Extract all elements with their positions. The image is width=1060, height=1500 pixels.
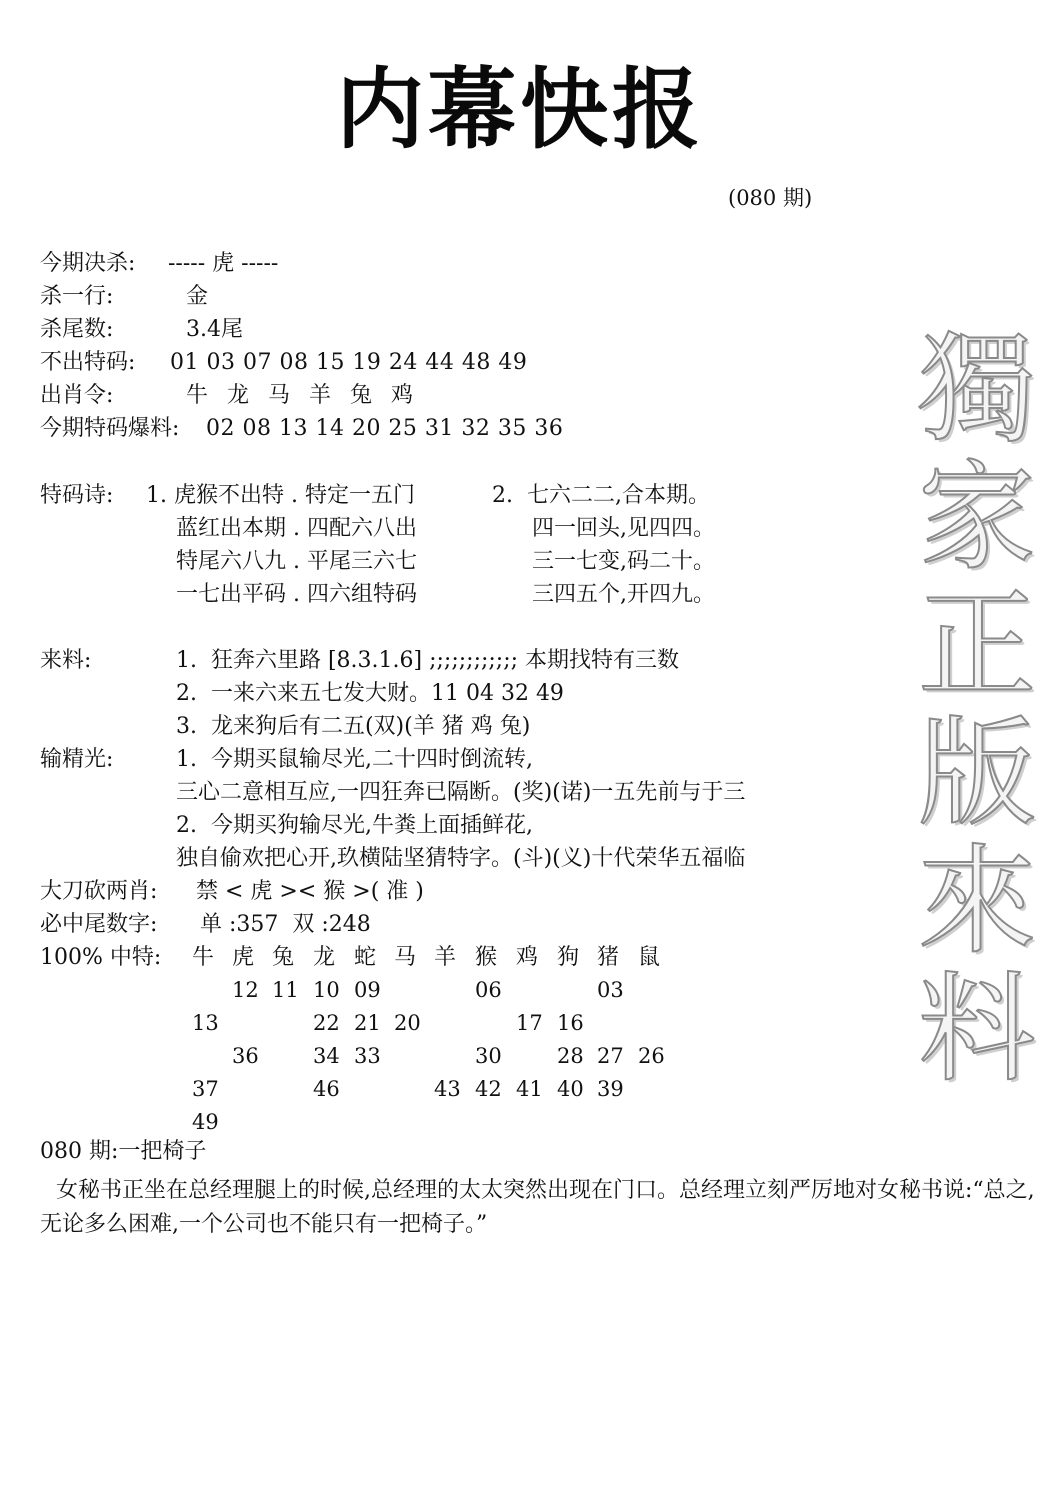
zodiac-number: 49 [192, 1110, 219, 1134]
kill-tail-value: 3.4尾 [186, 317, 243, 342]
zodiac-header: 马 [394, 945, 417, 970]
zodiac-number: 30 [475, 1044, 502, 1068]
zodiac-number: 21 [354, 1011, 381, 1035]
zodiac-number: 34 [313, 1044, 340, 1068]
watermark-char: 正 [917, 576, 1036, 714]
tail-digits-value: 单 :357 双 :248 [200, 912, 371, 937]
sure-special-label: 100% 中特: [40, 945, 162, 970]
hot-special-value: 02 08 13 14 20 25 31 32 35 36 [206, 416, 564, 441]
kill-value: ----- 虎 ----- [168, 251, 279, 276]
lose-label: 输精光: [40, 747, 114, 772]
zodiac-number: 27 [597, 1044, 624, 1068]
poem-line-left: 特尾六八九 . 平尾三六七 [176, 549, 417, 574]
two-cut-value: 禁 < 虎 >< 猴 >( 准 ) [196, 879, 424, 904]
poem-line-left: 蓝红出本期 . 四配六八出 [176, 516, 417, 541]
poem-line-right: 三四五个,开四九。 [532, 582, 715, 607]
poem-line-left: 1. 虎猴不出特 . 特定一五门 [146, 483, 415, 508]
lose-line: 1. 今期买鼠输尽光,二十四时倒流转, [176, 747, 533, 772]
zodiac-header: 猪 [597, 945, 620, 970]
zodiac-header: 鸡 [516, 945, 539, 970]
zodiac-number: 17 [516, 1011, 543, 1035]
zodiac-number: 22 [313, 1011, 340, 1035]
zodiac-number: 41 [516, 1077, 543, 1101]
no-special-value: 01 03 07 08 15 19 24 44 48 49 [170, 350, 528, 375]
zodiac-header: 羊 [434, 945, 457, 970]
zodiac-header: 鼠 [638, 945, 661, 970]
poem-label: 特码诗: [40, 483, 114, 508]
zodiac-number: 11 [272, 978, 299, 1002]
watermark-char: 獨 [917, 320, 1036, 458]
zodiac-number: 39 [597, 1077, 624, 1101]
zodiac-header: 兔 [272, 945, 295, 970]
no-special-label: 不出特码: [40, 350, 136, 375]
lose-line: 三心二意相互应,一四狂奔已隔断。(奖)(诺)一五先前与于三 [176, 780, 746, 805]
zodiac-number: 10 [313, 978, 340, 1002]
zodiac-order-label: 出肖令: [40, 383, 114, 408]
issue-number: (080 期) [728, 186, 813, 210]
zodiac-number: 42 [475, 1077, 502, 1101]
watermark-stamp [902, 320, 1052, 1098]
kill-element-label: 杀一行: [40, 284, 114, 309]
story-heading: 080 期:一把椅子 [40, 1139, 207, 1164]
zodiac-header: 牛 [192, 945, 215, 970]
source-line: 2. 一来六来五七发大财。11 04 32 49 [176, 681, 564, 706]
story-text: 女秘书正坐在总经理腿上的时候,总经理的太太突然出现在门口。总经理立刻严厉地对女秘书说:“总之,无论多么困难,一个公司也不能只有一把椅子。” [40, 1178, 1035, 1237]
watermark-char: 版 [917, 704, 1036, 842]
source-line: 3. 龙来狗后有二五(双)(羊 猪 鸡 兔) [176, 714, 531, 739]
watermark-char: 料 [917, 960, 1036, 1098]
lose-line: 2. 今期买狗输尽光,牛粪上面插鲜花, [176, 813, 533, 838]
zodiac-number: 16 [557, 1011, 584, 1035]
watermark-char: 來 [917, 832, 1036, 970]
kill-label: 今期决杀: [40, 251, 136, 276]
poem-line-right: 三一七变,码二十。 [532, 549, 715, 574]
zodiac-header: 狗 [557, 945, 580, 970]
kill-element-value: 金 [186, 284, 209, 309]
zodiac-number: 36 [232, 1044, 259, 1068]
poem-line-left: 一七出平码 . 四六组特码 [176, 582, 417, 607]
zodiac-number: 09 [354, 978, 381, 1002]
poem-line-right: 2. 七六二二,合本期。 [492, 483, 710, 508]
zodiac-number: 37 [192, 1077, 219, 1101]
zodiac-number: 43 [434, 1077, 461, 1101]
tail-digits-label: 必中尾数字: [40, 912, 158, 937]
zodiac-number: 03 [597, 978, 624, 1002]
zodiac-number: 20 [394, 1011, 421, 1035]
zodiac-number: 06 [475, 978, 502, 1002]
zodiac-header: 龙 [313, 945, 336, 970]
zodiac-number: 40 [557, 1077, 584, 1101]
zodiac-number: 28 [557, 1044, 584, 1068]
source-label: 来料: [40, 648, 92, 673]
poem-line-right: 四一回头,见四四。 [532, 516, 715, 541]
zodiac-order-value: 牛 龙 马 羊 兔 鸡 [186, 383, 419, 408]
watermark-char: 家 [917, 448, 1036, 586]
zodiac-number: 46 [313, 1077, 340, 1101]
hot-special-label: 今期特码爆料: [40, 416, 180, 441]
zodiac-header: 蛇 [354, 945, 377, 970]
zodiac-header: 猴 [475, 945, 498, 970]
zodiac-number: 26 [638, 1044, 665, 1068]
zodiac-number: 12 [232, 978, 259, 1002]
page-title: 内幕快报 [335, 58, 704, 161]
zodiac-number: 13 [192, 1011, 219, 1035]
zodiac-header: 虎 [232, 945, 255, 970]
source-line: 1. 狂奔六里路 [8.3.1.6] ;;;;;;;;;;;; 本期找特有三数 [176, 648, 680, 673]
zodiac-number: 33 [354, 1044, 381, 1068]
lose-line: 独自偷欢把心开,玖横陆坚猜特字。(斗)(义)十代荣华五福临 [176, 846, 746, 871]
kill-tail-label: 杀尾数: [40, 317, 114, 342]
two-cut-label: 大刀砍两肖: [40, 879, 158, 904]
